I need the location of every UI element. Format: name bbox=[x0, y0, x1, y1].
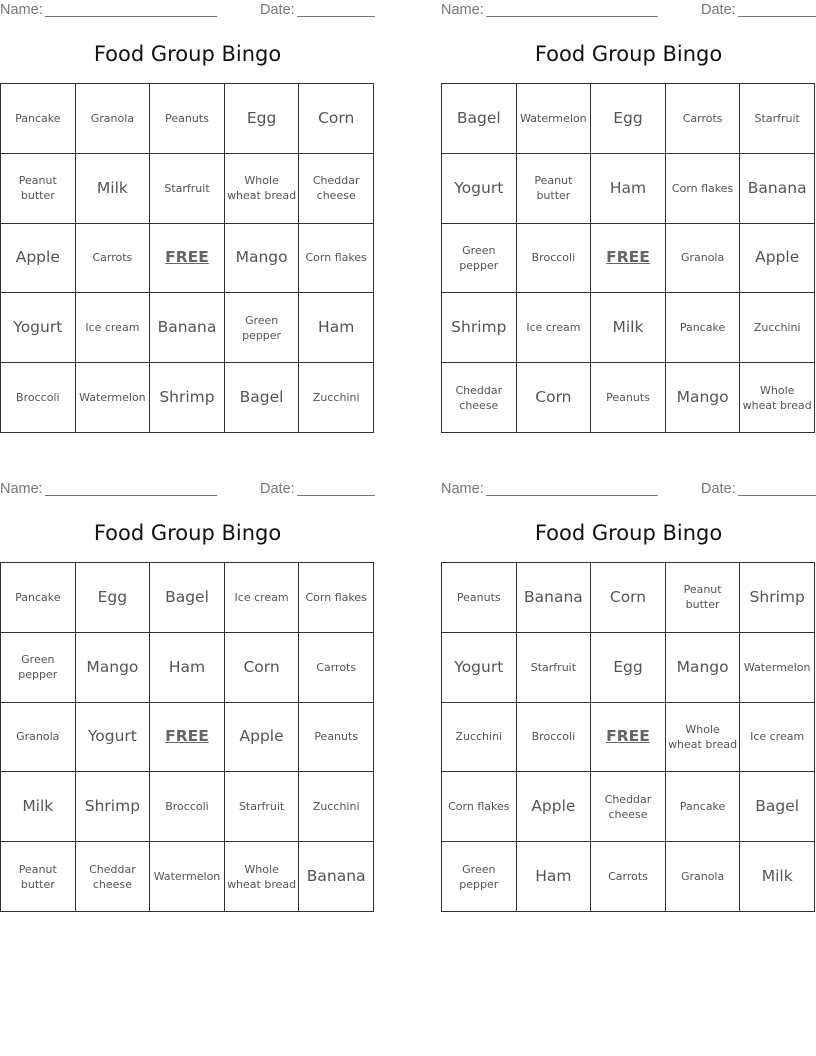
bingo-cell[interactable]: Egg bbox=[591, 633, 666, 703]
bingo-cell[interactable]: Apple bbox=[1, 224, 76, 294]
bingo-cell[interactable]: Whole wheat bread bbox=[740, 363, 815, 433]
bingo-cell[interactable]: Watermelon bbox=[150, 842, 225, 912]
bingo-card-2 bbox=[441, 0, 816, 440]
bingo-cell[interactable]: Bagel bbox=[225, 363, 300, 433]
bingo-cell[interactable]: Ham bbox=[150, 633, 225, 703]
bingo-cell[interactable]: Peanuts bbox=[150, 84, 225, 154]
bingo-cell[interactable]: Corn flakes bbox=[442, 772, 517, 842]
bingo-cell[interactable]: Ice cream bbox=[740, 703, 815, 773]
bingo-cell[interactable]: Peanut butter bbox=[1, 154, 76, 224]
bingo-cell[interactable]: Starfruit bbox=[150, 154, 225, 224]
bingo-cell[interactable]: Mango bbox=[666, 363, 741, 433]
bingo-cell[interactable]: Cheddar cheese bbox=[76, 842, 151, 912]
name-field-line[interactable] bbox=[45, 16, 217, 17]
name-label: Name: bbox=[0, 2, 43, 18]
bingo-cell[interactable]: Corn flakes bbox=[299, 563, 374, 633]
bingo-cell[interactable]: Green pepper bbox=[442, 224, 517, 294]
bingo-cell[interactable]: Pancake bbox=[666, 293, 741, 363]
bingo-cell[interactable]: Peanuts bbox=[299, 703, 374, 773]
date-label: Date: bbox=[701, 2, 736, 18]
card-title: Food Group Bingo bbox=[534, 521, 723, 545]
bingo-cell[interactable]: Broccoli bbox=[517, 703, 592, 773]
bingo-cell[interactable]: Apple bbox=[225, 703, 300, 773]
bingo-cell[interactable]: Peanut butter bbox=[666, 563, 741, 633]
bingo-cell[interactable]: Starfruit bbox=[740, 84, 815, 154]
bingo-card-4 bbox=[441, 479, 816, 919]
bingo-cell[interactable]: Corn bbox=[299, 84, 374, 154]
bingo-card-1 bbox=[0, 0, 375, 440]
bingo-cell[interactable]: Bagel bbox=[150, 563, 225, 633]
bingo-cell[interactable]: Peanut butter bbox=[1, 842, 76, 912]
bingo-cell[interactable]: Whole wheat bread bbox=[225, 842, 300, 912]
bingo-cell[interactable]: Yogurt bbox=[1, 293, 76, 363]
name-label: Name: bbox=[441, 2, 484, 18]
bingo-cell[interactable]: Cheddar cheese bbox=[442, 363, 517, 433]
bingo-grid bbox=[441, 83, 815, 433]
bingo-cell[interactable]: Peanut butter bbox=[517, 154, 592, 224]
bingo-cell[interactable]: Ham bbox=[517, 842, 592, 912]
bingo-cell[interactable]: Milk bbox=[76, 154, 151, 224]
bingo-cell[interactable]: Starfruit bbox=[517, 633, 592, 703]
bingo-cell[interactable]: Granola bbox=[1, 703, 76, 773]
bingo-cell[interactable]: Carrots bbox=[76, 224, 151, 294]
name-field-line[interactable] bbox=[45, 495, 217, 496]
bingo-cell[interactable]: Banana bbox=[299, 842, 374, 912]
bingo-cell[interactable]: Shrimp bbox=[150, 363, 225, 433]
bingo-cell[interactable]: Watermelon bbox=[76, 363, 151, 433]
bingo-cell[interactable]: Broccoli bbox=[150, 772, 225, 842]
bingo-grid bbox=[0, 83, 374, 433]
bingo-cell[interactable]: Broccoli bbox=[517, 224, 592, 294]
name-label: Name: bbox=[441, 481, 484, 497]
date-label: Date: bbox=[260, 481, 295, 497]
bingo-cell[interactable]: Green pepper bbox=[225, 293, 300, 363]
date-label: Date: bbox=[260, 2, 295, 18]
bingo-cell[interactable]: Zucchini bbox=[740, 293, 815, 363]
card-title: Food Group Bingo bbox=[93, 42, 282, 66]
bingo-cell[interactable]: Zucchini bbox=[299, 772, 374, 842]
bingo-cell[interactable]: Corn flakes bbox=[299, 224, 374, 294]
name-field-line[interactable] bbox=[486, 16, 658, 17]
bingo-cell[interactable]: Ice cream bbox=[76, 293, 151, 363]
bingo-cell[interactable]: Granola bbox=[666, 842, 741, 912]
bingo-cell[interactable]: Zucchini bbox=[299, 363, 374, 433]
bingo-cell[interactable]: Carrots bbox=[299, 633, 374, 703]
bingo-card-3 bbox=[0, 479, 375, 919]
bingo-cell[interactable]: Ice cream bbox=[517, 293, 592, 363]
bingo-cell[interactable]: Ham bbox=[591, 154, 666, 224]
bingo-cell[interactable]: Carrots bbox=[666, 84, 741, 154]
bingo-cell[interactable]: Whole wheat bread bbox=[225, 154, 300, 224]
bingo-cell[interactable]: Ham bbox=[299, 293, 374, 363]
bingo-cell[interactable]: Pancake bbox=[1, 563, 76, 633]
bingo-cell[interactable]: Egg bbox=[76, 563, 151, 633]
bingo-cell[interactable]: Bagel bbox=[442, 84, 517, 154]
bingo-cell[interactable]: Corn flakes bbox=[666, 154, 741, 224]
bingo-cell[interactable]: Mango bbox=[76, 633, 151, 703]
card-header bbox=[441, 0, 816, 20]
bingo-cell[interactable]: Green pepper bbox=[1, 633, 76, 703]
bingo-cell[interactable]: Bagel bbox=[740, 772, 815, 842]
bingo-cell[interactable]: Banana bbox=[517, 563, 592, 633]
bingo-cell[interactable]: Shrimp bbox=[442, 293, 517, 363]
bingo-cell[interactable]: Pancake bbox=[1, 84, 76, 154]
bingo-cell[interactable]: Egg bbox=[591, 84, 666, 154]
date-field-line[interactable] bbox=[297, 495, 375, 496]
bingo-cell[interactable]: Yogurt bbox=[442, 633, 517, 703]
card-header bbox=[0, 479, 375, 499]
card-title: Food Group Bingo bbox=[534, 42, 723, 66]
bingo-cell[interactable]: Ice cream bbox=[225, 563, 300, 633]
date-label: Date: bbox=[701, 481, 736, 497]
date-field-line[interactable] bbox=[297, 16, 375, 17]
bingo-cell[interactable]: Corn bbox=[225, 633, 300, 703]
bingo-cell[interactable]: Egg bbox=[225, 84, 300, 154]
bingo-cell[interactable]: Banana bbox=[740, 154, 815, 224]
date-field-line[interactable] bbox=[738, 495, 816, 496]
bingo-cell[interactable]: Mango bbox=[225, 224, 300, 294]
bingo-cell[interactable]: Watermelon bbox=[517, 84, 592, 154]
name-field-line[interactable] bbox=[486, 495, 658, 496]
bingo-cell[interactable]: Banana bbox=[150, 293, 225, 363]
name-label: Name: bbox=[0, 481, 43, 497]
bingo-cell[interactable]: Whole wheat bread bbox=[666, 703, 741, 773]
card-header bbox=[441, 479, 816, 499]
bingo-grid bbox=[0, 562, 374, 912]
bingo-cell[interactable]: Yogurt bbox=[442, 154, 517, 224]
free-space-cell[interactable]: FREE bbox=[591, 224, 666, 294]
free-space-cell[interactable]: FREE bbox=[150, 703, 225, 773]
bingo-cell[interactable]: Corn bbox=[517, 363, 592, 433]
free-space-cell[interactable]: FREE bbox=[150, 224, 225, 294]
card-header bbox=[0, 0, 375, 20]
bingo-cell[interactable]: Peanuts bbox=[442, 563, 517, 633]
bingo-cell[interactable]: Peanuts bbox=[591, 363, 666, 433]
bingo-cell[interactable]: Granola bbox=[666, 224, 741, 294]
free-space-cell[interactable]: FREE bbox=[591, 703, 666, 773]
bingo-cell[interactable]: Zucchini bbox=[442, 703, 517, 773]
bingo-cell[interactable]: Cheddar cheese bbox=[299, 154, 374, 224]
bingo-cell[interactable]: Shrimp bbox=[76, 772, 151, 842]
bingo-cell[interactable]: Carrots bbox=[591, 842, 666, 912]
bingo-cell[interactable]: Starfruit bbox=[225, 772, 300, 842]
bingo-cell[interactable]: Mango bbox=[666, 633, 741, 703]
bingo-cell[interactable]: Watermelon bbox=[740, 633, 815, 703]
date-field-line[interactable] bbox=[738, 16, 816, 17]
bingo-cell[interactable]: Apple bbox=[740, 224, 815, 294]
bingo-cell[interactable]: Green pepper bbox=[442, 842, 517, 912]
bingo-cell[interactable]: Broccoli bbox=[1, 363, 76, 433]
bingo-cell[interactable]: Milk bbox=[740, 842, 815, 912]
bingo-cell[interactable]: Apple bbox=[517, 772, 592, 842]
bingo-cell[interactable]: Shrimp bbox=[740, 563, 815, 633]
card-title: Food Group Bingo bbox=[93, 521, 282, 545]
bingo-cell[interactable]: Corn bbox=[591, 563, 666, 633]
bingo-grid bbox=[441, 562, 815, 912]
bingo-cell[interactable]: Milk bbox=[591, 293, 666, 363]
bingo-cell[interactable]: Granola bbox=[76, 84, 151, 154]
bingo-cell[interactable]: Yogurt bbox=[76, 703, 151, 773]
bingo-cell[interactable]: Cheddar cheese bbox=[591, 772, 666, 842]
bingo-cell[interactable]: Pancake bbox=[666, 772, 741, 842]
bingo-cell[interactable]: Milk bbox=[1, 772, 76, 842]
